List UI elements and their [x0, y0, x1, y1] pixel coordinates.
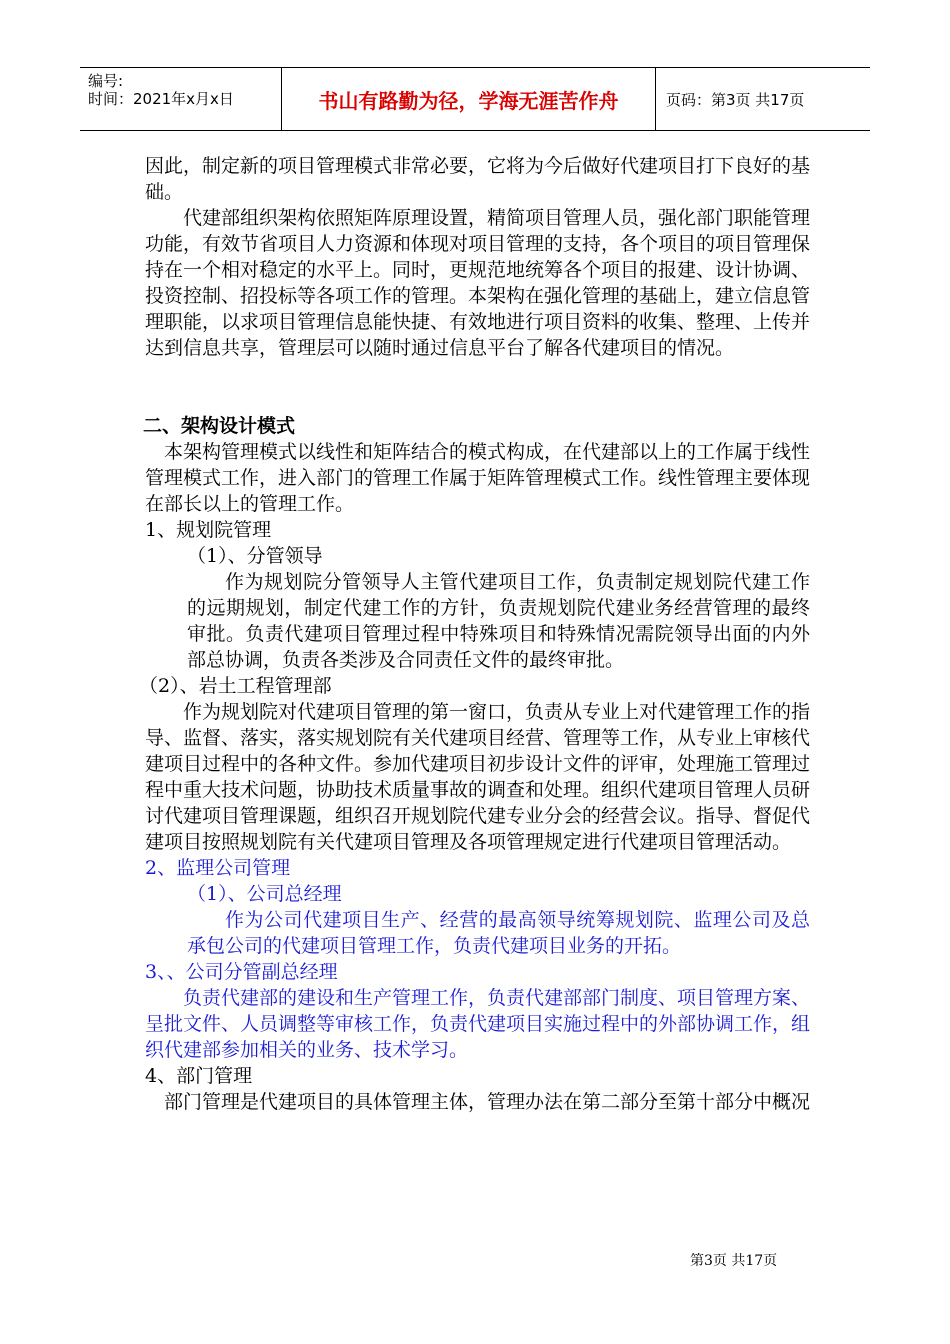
list-item-heading: 2、监理公司管理: [145, 857, 291, 879]
paragraph: 因此，制定新的项目管理模式非常必要，它将为今后做好代建项目打下良好的基础。: [145, 155, 811, 203]
header-meta: [80, 68, 280, 130]
header-motto: 书山有路勤为径，学海无涯苦作舟: [281, 68, 656, 130]
list-item-heading: 4、部门管理: [145, 1065, 253, 1087]
section-title: 二、架构设计模式: [143, 415, 296, 437]
page-footer: 第3页 共17页: [690, 1253, 778, 1269]
paragraph: 作为规划院对代建项目管理的第一窗口，负责从专业上对代建管理工作的指导、监督、落实，落实规划院有关代建项目经营、管理等工作，从专业上审核代建项目过程中的各种文件。参加代建项目初步设计文件的评审，处理施工管理过程中重大技术问题，协助技术质量事故的调查和处理。组织代建项目管理人员研讨代建项目管理课题，组织召开规划院代建专业分会的经营会议。指导、督促代建项目按照规划院有关代建项目管理及各项管理规定进行代建项目管理活动。: [145, 701, 811, 853]
page-header: [80, 67, 870, 131]
paragraph: 作为公司代建项目生产、经营的最高领导统筹规划院、监理公司及总承包公司的代建项目管理工作，负责代建项目业务的开拓。: [187, 909, 810, 957]
paragraph: 部门管理是代建项目的具体管理主体，管理办法在第二部分至第十部分中概况: [164, 1091, 811, 1113]
paragraph: 负责代建部的建设和生产管理工作，负责代建部部门制度、项目管理方案、呈批文件、人员调整等审核工作，负责代建项目实施过程中的外部协调工作，组织代建部参加相关的业务、技术学习。: [145, 987, 811, 1061]
sub-item-heading: （1）、公司总经理: [187, 883, 342, 905]
sub-item-heading: （1）、分管领导: [187, 545, 323, 567]
document-date: 时间：2021年x月x日: [88, 90, 234, 108]
paragraph: 本架构管理模式以线性和矩阵结合的模式构成，在代建部以上的工作属于线性管理模式工作，进入部门的管理工作属于矩阵管理模式工作。线性管理主要体现在部长以上的管理工作。: [145, 441, 811, 515]
header-page-code: 页码：第3页 共17页: [666, 90, 805, 109]
list-item-heading: 3、、公司分管副总经理: [145, 961, 338, 983]
sub-item-heading: （2）、岩土工程管理部: [139, 675, 332, 697]
paragraph: 作为规划院分管领导人主管代建项目工作，负责制定规划院代建工作的远期规划，制定代建工作的方针，负责规划院代建业务经营管理的最终审批。负责代建项目管理过程中特殊项目和特殊情况需院领导出面的内外部总协调，负责各类涉及合同责任文件的最终审批。: [187, 571, 810, 671]
document-number-label: 编号:: [88, 72, 124, 90]
list-item-heading: 1、规划院管理: [145, 519, 272, 541]
paragraph: 代建部组织架构依照矩阵原理设置，精简项目管理人员，强化部门职能管理功能，有效节省项目人力资源和体现对项目管理的支持，各个项目的项目管理保持在一个相对稳定的水平上。同时，更规范地统筹各个项目的报建、设计协调、投资控制、招投标等各项工作的管理。本架构在强化管理的基础上，建立信息管理职能，以求项目管理信息能快捷、有效地进行项目资料的收集、整理、上传并达到信息共享，管理层可以随时通过信息平台了解各代建项目的情况。: [145, 207, 811, 359]
document-body: [139, 153, 811, 1115]
